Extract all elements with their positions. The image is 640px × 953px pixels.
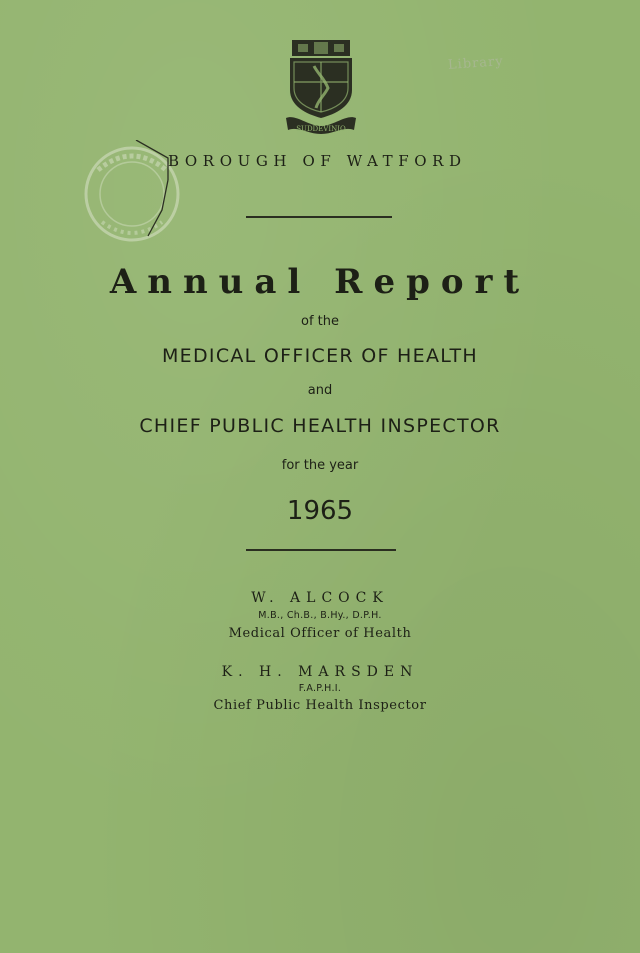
bottom-divider [246, 549, 396, 551]
author-role-1: Medical Officer of Health [228, 626, 412, 641]
officer-heading-2: CHIEF PUBLIC HEALTH INSPECTOR [139, 415, 501, 437]
author-qualifications-1: M.B., Ch.B., B.Hy., D.P.H. [258, 610, 382, 621]
for-year-text: for the year [281, 458, 359, 473]
author-role-2: Chief Public Health Inspector [213, 698, 427, 713]
crest-motto: SUDDEVINIO [296, 125, 346, 133]
top-divider [246, 216, 392, 218]
library-mark: Library [447, 54, 505, 73]
of-the-text: of the [301, 314, 339, 329]
author-name-2: K. H. MARSDEN [221, 664, 419, 680]
borough-crest-icon [284, 38, 358, 136]
borough-name: BOROUGH OF WATFORD [168, 152, 467, 170]
report-year: 1965 [286, 496, 354, 526]
author-name-1: W. ALCOCK [251, 590, 389, 606]
and-text: and [307, 383, 333, 398]
report-title: Annual Report [109, 262, 531, 302]
officer-heading-1: MEDICAL OFFICER OF HEALTH [161, 345, 479, 367]
author-qualifications-2: F.A.P.H.I. [298, 683, 342, 694]
